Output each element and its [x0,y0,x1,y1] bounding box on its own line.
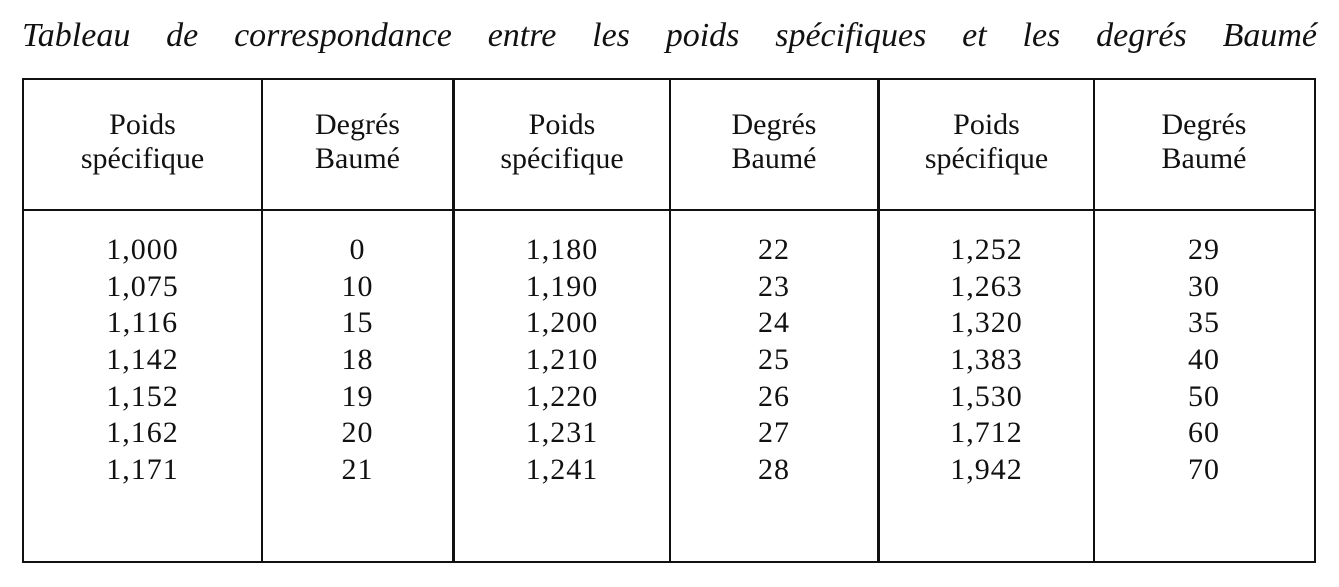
table-cell: 24 [758,306,790,340]
table-cell: 1,171 [106,453,179,487]
table-cell: 20 [341,416,374,450]
table-cell: 60 [1188,416,1220,450]
header-cell-poids-specifique-1 [24,108,261,176]
column-degres-baume-2 [671,232,877,489]
table-cell: 1,383 [950,343,1023,377]
table-cell: 19 [341,379,374,413]
table-cell: 0 [349,233,366,266]
table-cell: 26 [758,379,790,413]
header-line: Poids [953,108,1020,141]
table-cell: 1,320 [950,306,1023,340]
table-cell: 1,190 [525,269,599,303]
table-cell: 1,180 [525,233,599,266]
table-cell: 1,000 [106,233,179,266]
table-cell: 21 [341,453,374,487]
header-cell-degres-baume-1 [263,108,452,176]
header-line: Poids [528,108,596,141]
header-line: Degrés [731,108,817,141]
header-line: spécifique [924,142,1049,175]
conversion-table [22,78,1316,563]
table-cell: 50 [1188,379,1220,413]
table-cell: 70 [1188,453,1220,487]
table-cell: 1,142 [106,343,179,377]
table-cell: 18 [341,343,374,377]
header-line: Degrés [315,108,400,141]
header-cell-poids-specifique-2 [455,108,669,176]
header-line: Baumé [315,142,400,175]
table-cell: 1,220 [525,379,599,413]
table-cell: 1,241 [525,453,599,487]
table-cell: 1,210 [525,343,599,377]
header-line: Poids [109,108,176,141]
table-cell: 10 [341,269,374,303]
table-cell: 1,162 [106,416,179,450]
table-cell: 1,116 [106,306,179,340]
column-poids-specifique-2 [455,232,669,489]
table-cell: 15 [341,306,374,340]
table-cell: 30 [1188,269,1220,303]
table-cell: 27 [758,416,790,450]
table-cell: 1,252 [950,233,1023,266]
table-cell: 23 [758,269,790,303]
header-line: spécifique [80,142,205,175]
column-degres-baume-3 [1095,232,1313,489]
table-cell: 1,231 [525,416,599,450]
table-cell: 35 [1188,306,1220,340]
header-line: Baumé [1161,142,1247,175]
table-cell: 1,200 [525,306,599,340]
table-cell: 25 [758,343,790,377]
header-divider [24,209,1314,211]
table-cell: 1,152 [106,379,179,413]
table-cell: 1,263 [950,269,1023,303]
column-poids-specifique-1 [24,232,261,489]
table-cell: 29 [1188,233,1220,266]
table-cell: 1,530 [950,379,1023,413]
header-line: Degrés [1161,108,1247,141]
header-cell-degres-baume-2 [671,108,877,176]
header-cell-poids-specifique-3 [880,108,1093,176]
header-line: Baumé [731,142,817,175]
table-cell: 1,712 [950,416,1023,450]
header-line: spécifique [500,142,624,175]
table-cell: 1,075 [106,269,179,303]
table-cell: 40 [1188,343,1220,377]
table-cell: 28 [758,453,790,487]
table-cell: 22 [758,233,790,266]
table-cell: 1,942 [950,453,1023,487]
column-degres-baume-1 [263,232,452,489]
table-title: Tableau de correspondance entre les poids spécifiques et les degrés Baumé [22,17,1317,54]
header-cell-degres-baume-3 [1095,108,1313,176]
column-poids-specifique-3 [880,232,1093,489]
